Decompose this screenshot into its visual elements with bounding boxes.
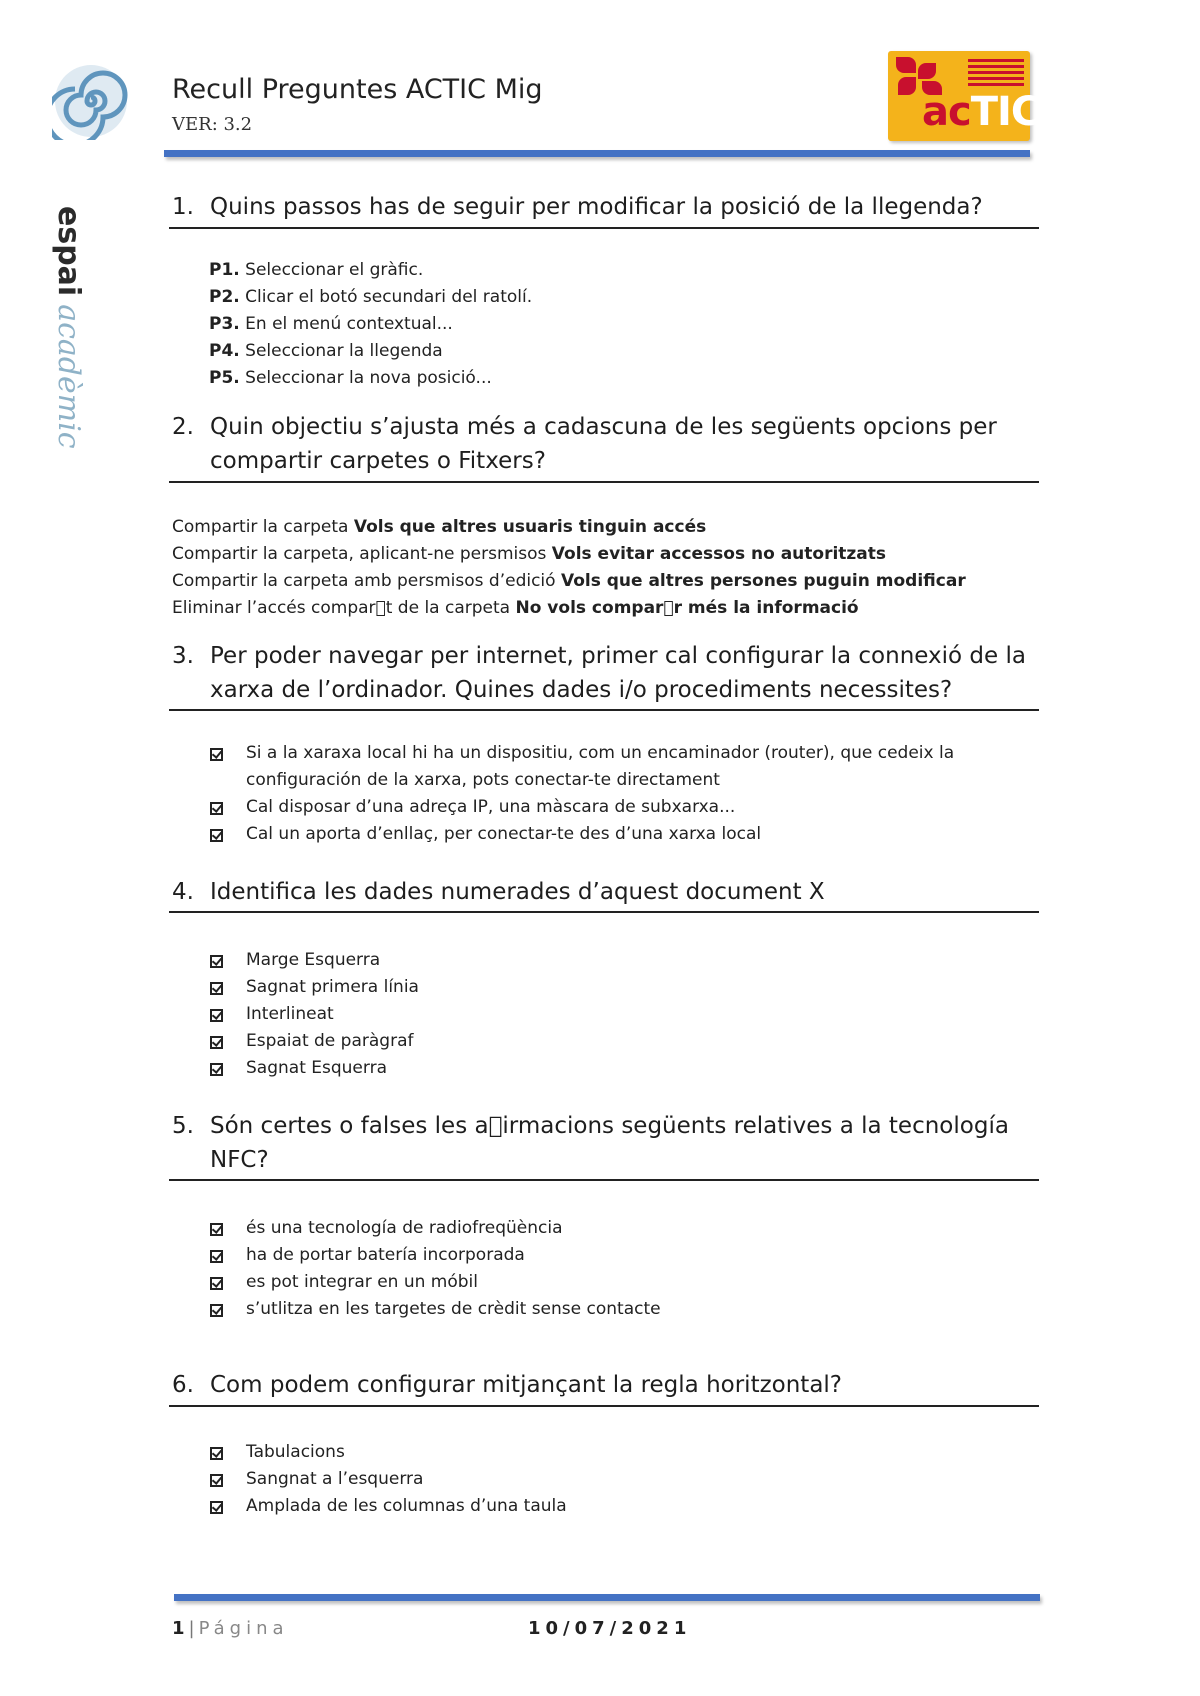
q4-item-2: Sagnat primera línia <box>246 977 419 997</box>
question-1-rule <box>169 227 1039 229</box>
checkbox-checked-icon <box>210 1063 223 1076</box>
question-2-title: 2. Quin objectiu s’ajusta més a cadascuna de les següents opcions per compartir carpetes o Fitxers? <box>172 414 997 474</box>
question-2-rule <box>169 481 1039 483</box>
checkbox-checked-icon <box>210 1277 223 1290</box>
side-brand-espai: espai <box>51 206 86 297</box>
step-p3: P3. En el menú contextual... <box>209 314 453 334</box>
document-title: Recull Preguntes ACTIC Mig <box>172 74 543 105</box>
step-p1: P1. Seleccionar el gràfic. <box>209 260 424 280</box>
question-6-rule <box>169 1405 1039 1407</box>
footer-divider <box>174 1594 1040 1601</box>
q6-item-2: Sangnat a l’esquerra <box>246 1469 424 1489</box>
checkbox-checked-icon <box>210 748 223 761</box>
checkbox-checked-icon <box>210 829 223 842</box>
q4-item-3: Interlineat <box>246 1004 334 1024</box>
q3-item-3: Cal un aporta d’enllaç, per conectar-te des d’una xarxa local <box>246 824 762 844</box>
actic-logo <box>888 51 1040 141</box>
pair-2: Compartir la carpeta, aplicant-ne persmisos Vols evitar accessos no autoritzats <box>172 544 887 564</box>
header-divider <box>164 150 1030 157</box>
q5-item-2: ha de portar batería incorporada <box>246 1245 525 1265</box>
checkbox-checked-icon <box>210 802 223 815</box>
question-4-rule <box>169 911 1039 913</box>
side-brand <box>51 206 86 449</box>
checkbox-checked-icon <box>210 1447 223 1460</box>
checkbox-checked-icon <box>210 1501 223 1514</box>
question-3-title: 3. Per poder navegar per internet, primer cal configurar la connexió de la xarxa de l’ordinador. Quines dades i/o procediments necessites? <box>172 643 1026 703</box>
q4-item-1: Marge Esquerra <box>246 950 381 970</box>
logo-small-text <box>968 59 1024 89</box>
q5-item-4: s’utlitza en les targetes de crèdit sense contacte <box>246 1299 661 1319</box>
pair-3: Compartir la carpeta amb persmisos d’edició Vols que altres persones puguin modificar <box>172 571 966 591</box>
checkbox-checked-icon <box>210 955 223 968</box>
document-date: 10/07/2021 <box>528 1618 692 1639</box>
checkbox-checked-icon <box>210 1009 223 1022</box>
espai-academic-logo <box>46 56 136 449</box>
pair-4: Eliminar l’accés compar t de la carpeta No vols compar r més la informació <box>172 598 859 618</box>
spiral-icon <box>52 62 130 140</box>
question-5-rule <box>169 1179 1039 1181</box>
step-p4: P4. Seleccionar la llegenda <box>209 341 443 361</box>
checkbox-checked-icon <box>210 1304 223 1317</box>
q6-item-3: Amplada de les columnas d’una taula <box>246 1496 567 1516</box>
q3-item-1b: configuración de la xarxa, pots conectar-te directament <box>246 770 720 790</box>
document-version: VER: 3.2 <box>172 114 253 135</box>
q3-item-1a: Si a la xaraxa local hi ha un dispositiu, com un encaminador (router), que cedeix la <box>246 743 955 763</box>
side-brand-academic: acadèmic <box>51 304 86 449</box>
q4-item-5: Sagnat Esquerra <box>246 1058 387 1078</box>
checkbox-checked-icon <box>210 1036 223 1049</box>
pair-1: Compartir la carpeta Vols que altres usuaris tinguin accés <box>172 517 707 537</box>
question-5-title: 5. Són certes o falses les a irmacions següents relatives a la tecnología NFC? <box>172 1113 1009 1173</box>
q3-item-2: Cal disposar d’una adreça IP, una màscara de subxarxa... <box>246 797 736 817</box>
logo-wordmark: acTIC <box>922 89 1040 135</box>
checkbox-checked-icon <box>210 982 223 995</box>
step-p2: P2. Clicar el botó secundari del ratolí. <box>209 287 533 307</box>
question-4-title: 4. Identifica les dades numerades d’aquest document X <box>172 879 825 905</box>
question-3-rule <box>169 709 1039 711</box>
q5-item-1: és una tecnología de radiofreqüència <box>246 1218 563 1238</box>
checkbox-checked-icon <box>210 1474 223 1487</box>
checkbox-checked-icon <box>210 1223 223 1236</box>
question-1-title: 1. Quins passos has de seguir per modificar la posició de la llegenda? <box>172 194 983 220</box>
q6-item-1: Tabulacions <box>246 1442 345 1462</box>
checkbox-checked-icon <box>210 1250 223 1263</box>
question-6-title: 6. Com podem configurar mitjançant la regla horitzontal? <box>172 1372 843 1398</box>
page-number: 1 | Página <box>172 1618 289 1639</box>
q5-item-3: es pot integrar en un móbil <box>246 1272 478 1292</box>
q4-item-4: Espaiat de paràgraf <box>246 1031 414 1051</box>
step-p5: P5. Seleccionar la nova posició... <box>209 368 492 388</box>
